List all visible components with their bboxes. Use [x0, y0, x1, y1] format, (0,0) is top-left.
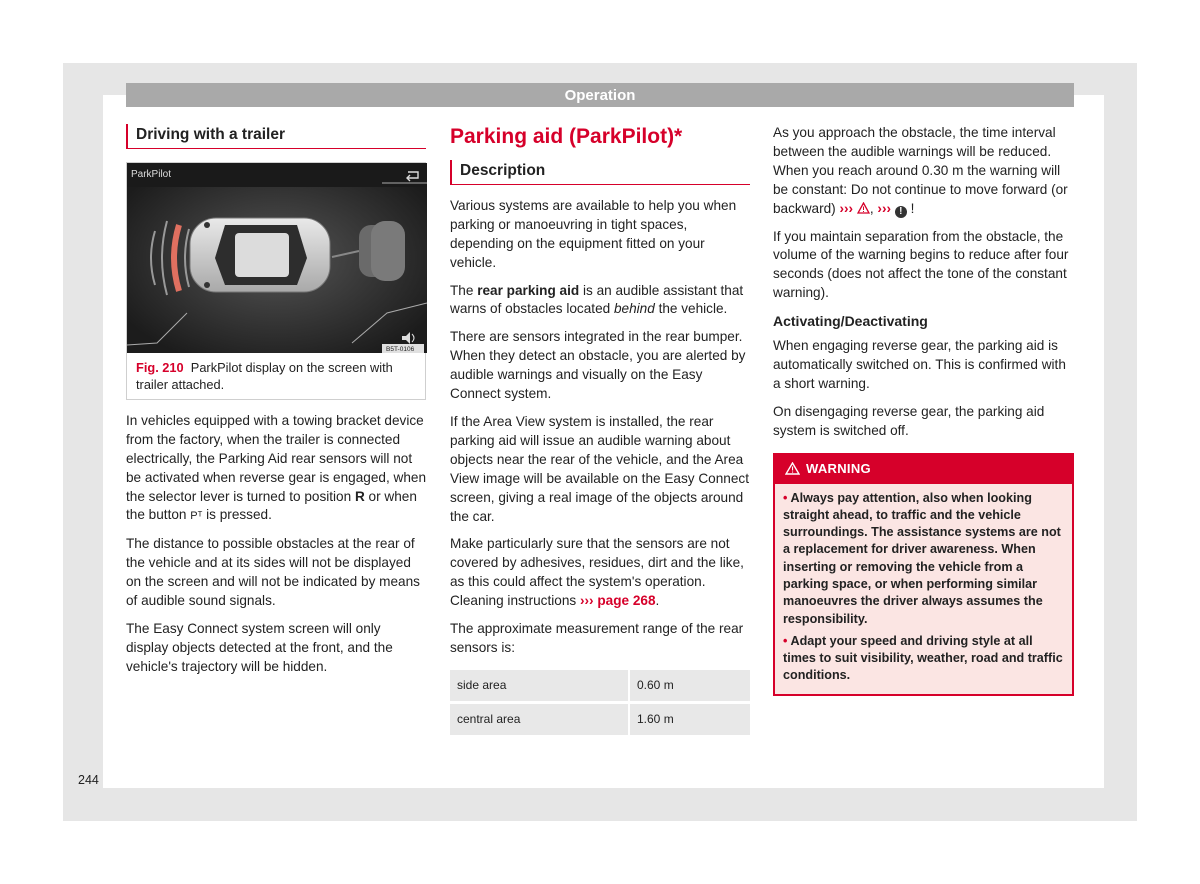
left-column [126, 124, 426, 686]
table-cell-value: 1.60 m [630, 704, 750, 735]
parkpilot-screen-illustration [127, 163, 427, 353]
figure-caption [127, 353, 425, 399]
chapter-header: Operation [126, 83, 1074, 107]
description-paragraph-5: Make particularly sure that the sensors are not covered by adhesives, residues, dirt and the like, as this could affect the system's operation. Cleaning instructions ››› page 268. [450, 536, 744, 609]
middle-column [450, 124, 750, 738]
activating-paragraph-1: When engaging reverse gear, the parking aid is automatically switched on. This is confirmed with a short warning. [773, 338, 1066, 391]
table-row [450, 704, 750, 735]
right-column [773, 124, 1074, 696]
warning-header [775, 455, 1072, 484]
table-cell-area: central area [450, 704, 630, 735]
description-paragraph-3: There are sensors integrated in the rear bumper. When they detect an obstacle, you are alerted by audible warnings and visually on the Easy Connect system. [450, 329, 746, 402]
description-paragraph-4: If the Area View system is installed, the rear parking aid will issue an audible warning about objects near the rear of the vehicle, and the Area View image will be available on the Easy Connect screen, giving a real image of the objects around the car. [450, 413, 749, 524]
warning-ref-link[interactable]: ››› [839, 200, 854, 216]
description-paragraph-2: The rear parking aid is an audible assistant that warns of obstacles located behind the vehicle. [450, 282, 744, 317]
section-heading-description: Description [450, 160, 750, 185]
page-268-link[interactable]: ››› page 268 [579, 593, 656, 609]
table-cell-value: 0.60 m [630, 670, 750, 701]
figure-210 [126, 162, 426, 400]
note-ref-link[interactable]: ››› [877, 200, 892, 216]
trailer-paragraph-2: The distance to possible obstacles at the rear of the vehicle and at its sides will not be displayed on the screen and will not be indicated by means of audible sound signals. [126, 536, 420, 609]
screen-title: ParkPilot [131, 168, 172, 180]
table-row [450, 670, 750, 701]
activating-heading: Activating/Deactivating [773, 313, 928, 330]
figure-caption-text: ParkPilot display on the screen with trailer attached. [136, 359, 393, 392]
page-title: Parking aid (ParkPilot)* [450, 125, 683, 148]
trailer-paragraph-1: In vehicles equipped with a towing bracket device from the factory, when the trailer is connected electrically, the Parking Aid rear sensors will not be activated when reverse gear is engaged, when the selector lever is turned to position R or when the button Pᵀ is pressed. [126, 412, 427, 523]
note-exclamation-icon: ! [895, 206, 907, 218]
description-paragraph-1: Various systems are available to help you when parking or manoeuvring in tight spaces, depending on the equipment fitted on your vehicle. [450, 197, 737, 270]
page-number: 244 [78, 773, 99, 787]
table-cell-area: side area [450, 670, 630, 701]
approach-paragraph: As you approach the obstacle, the time interval between the audible warnings will be reduced. When you reach around 0.30 m the warning will be constant: Do not continue to move forward (or backward) ››› , ››› ! ! [773, 125, 1068, 217]
warning-triangle-icon [785, 462, 800, 475]
figure-label: Fig. 210 [136, 359, 184, 375]
parkpilot-button-icon: Pᵀ [190, 510, 203, 523]
activating-paragraph-2: On disengaging reverse gear, the parking aid system is switched off. [773, 403, 1045, 438]
warning-body [775, 484, 1072, 694]
description-paragraph-6: The approximate measurement range of the rear sensors is: [450, 621, 744, 655]
sensor-range-table [450, 667, 750, 738]
car-top-view [190, 218, 330, 292]
list-item: • Always pay attention, also when looking straight ahead, to traffic and the vehicle surroundings. The assistance systems are not a replacement for driver awareness. When inserting or removing the vehicle from a parking space, or when performing similar manoeuvres the driver always assumes the responsibility. [783, 490, 1061, 626]
warning-box [773, 453, 1074, 696]
list-item: • Adapt your speed and driving style at all times to suit visibility, weather, road and traffic conditions. [783, 633, 1063, 683]
figure-code: B5T-0106 [386, 345, 415, 353]
warning-title: WARNING [806, 460, 871, 476]
separation-paragraph: If you maintain separation from the obstacle, the volume of the warning begins to reduce after four seconds (does not affect the tone of the constant warning). [773, 228, 1069, 301]
section-heading-trailer: Driving with a trailer [126, 124, 426, 149]
trailer-paragraph-3: The Easy Connect system screen will only display objects detected at the front, and the vehicle's trajectory will be hidden. [126, 620, 393, 674]
warning-triangle-icon [857, 202, 870, 214]
